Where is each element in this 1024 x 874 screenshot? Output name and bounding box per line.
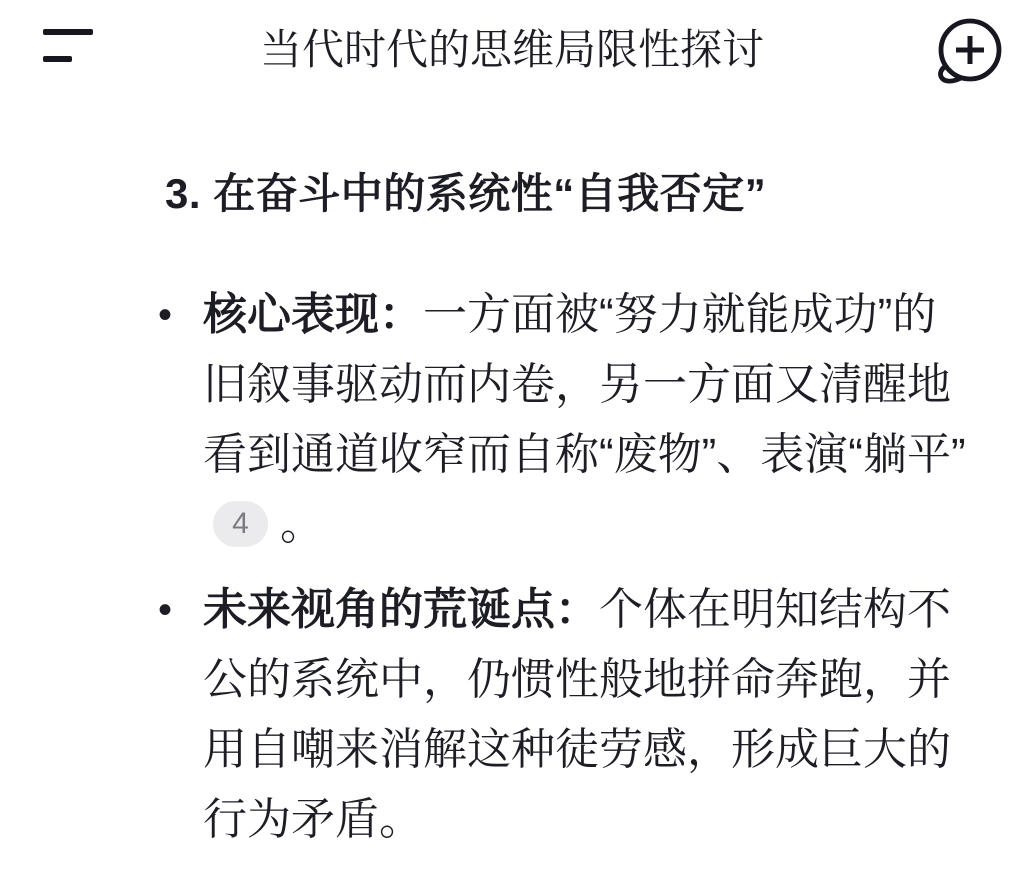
bullet-list [158, 280, 974, 855]
bullet-marker: • [158, 293, 173, 337]
top-bar [0, 0, 1024, 96]
bullet-label: 核心表现 [203, 290, 379, 339]
bullet-body-text: 个体在明知结构不公的系统中，仍惯性般地拼命奔跑，并用自嘲来消解这种徒劳感，形成巨大的行为矛盾。 [203, 585, 951, 844]
new-chat-button[interactable] [928, 12, 1008, 92]
bullet-paragraph [203, 575, 969, 855]
bullet-marker: • [158, 588, 173, 632]
list-item [158, 280, 974, 560]
bullet-separator: ： [555, 585, 599, 634]
section-heading: 3. 在奋斗中的系统性“自我否定” [165, 170, 767, 217]
bullet-paragraph [203, 280, 969, 560]
bullet-separator: ： [379, 290, 423, 339]
chat-content [0, 170, 1024, 855]
chat-title: 当代时代的思维局限性探讨 [259, 26, 764, 73]
bullet-label: 未来视角的荒诞点 [203, 585, 555, 634]
bullet-body-text: 一方面被“努力就能成功”的旧叙事驱动而内卷，另一方面又清醒地看到通道收窄而自称“废物”、表演“躺平” [203, 290, 966, 479]
list-item [158, 575, 974, 855]
citation-badge[interactable]: 4 [213, 501, 268, 547]
new-chat-bubble-plus-icon [928, 12, 1008, 92]
bullet-closing-text: 。 [280, 500, 324, 549]
